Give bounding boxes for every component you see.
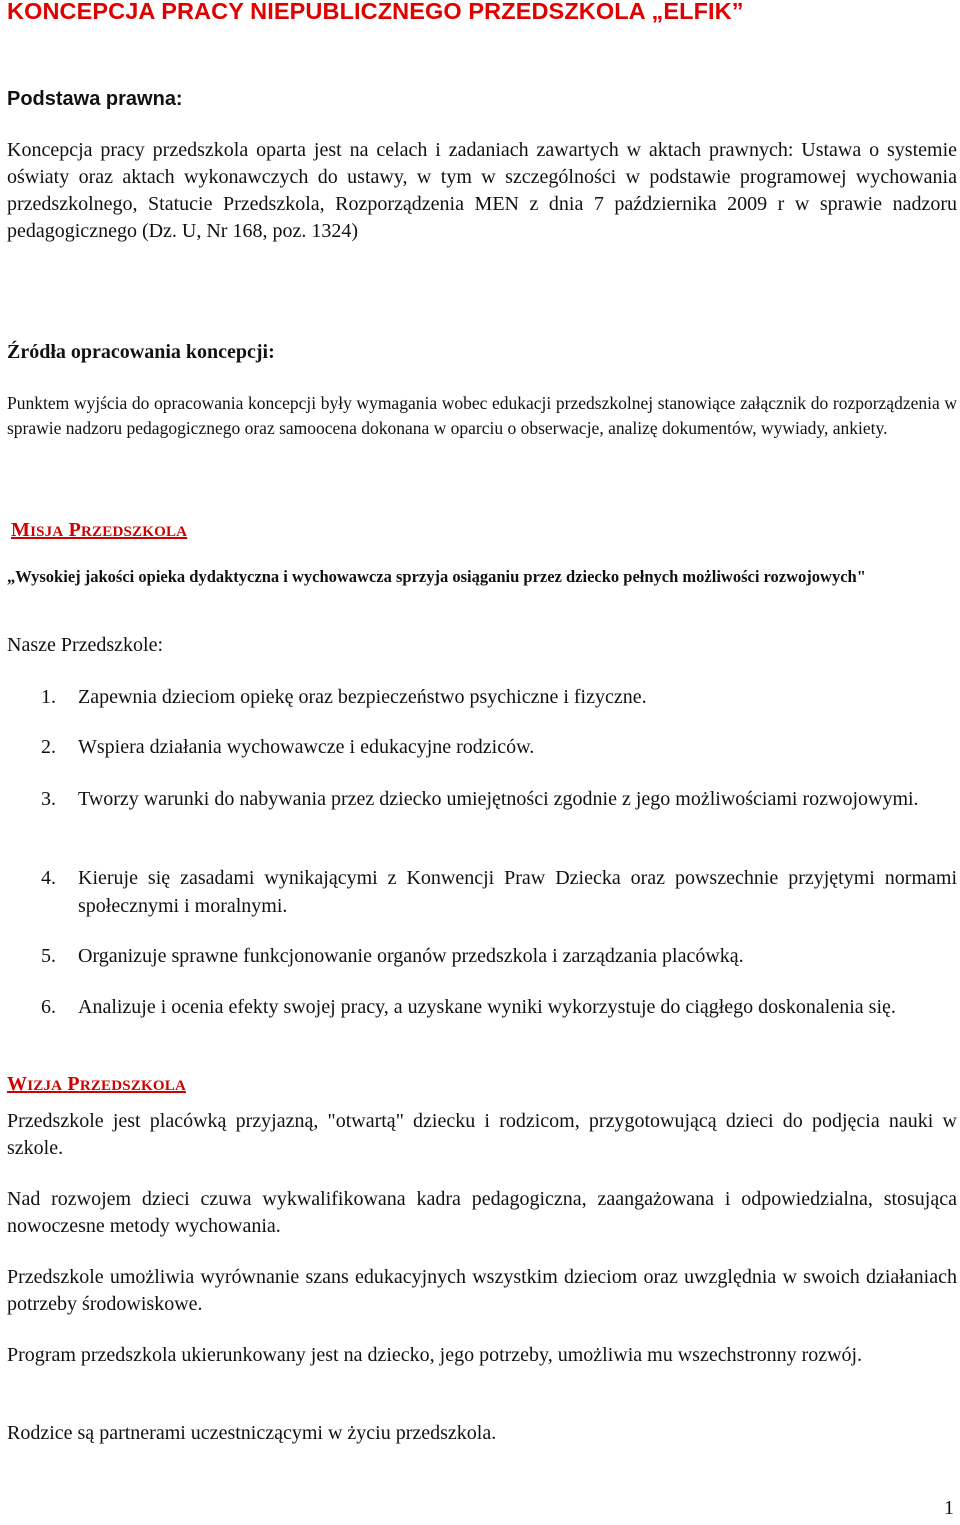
legal-basis-heading: Podstawa prawna: [7, 88, 183, 110]
list-item [7, 993, 957, 1021]
list-item [7, 864, 957, 920]
list-item-text: Wspiera działania wychowawcze i edukacyjne rodziców. [78, 736, 535, 758]
vision-heading [7, 1073, 186, 1096]
list-item-text: Kieruje się zasadami wynikającymi z Konwencji Praw Dziecka oraz powszechnie przyjętymi normami społecznymi i moralnymi. [78, 867, 957, 917]
list-item-text: Organizuje sprawne funkcjonowanie organów przedszkola i zarządzania placówką. [78, 945, 744, 967]
mission-heading-cap2: P [68, 519, 82, 541]
list-item [7, 733, 957, 761]
vision-paragraph: Nad rozwojem dzieci czuwa wykwalifikowana kadra pedagogiczna, zaangażowana i odpowiedzialna, stosująca nowoczesne metody wychowania. [7, 1188, 957, 1237]
mission-heading [11, 519, 187, 542]
list-item-text: Tworzy warunki do nabywania przez dziecko umiejętności zgodnie z jego możliwościami rozwojowymi. [78, 788, 919, 810]
sources-heading: Źródła opracowania koncepcji: [7, 341, 275, 363]
vision-heading-cap2: P [67, 1073, 80, 1095]
list-item [7, 683, 957, 711]
list-item-text: Analizuje i ocenia efekty swojej pracy, a uzyskane wyniki wykorzystuje do ciągłego doskonalenia się. [78, 996, 896, 1018]
legal-basis-text: Koncepcja pracy przedszkola oparta jest na celach i zadaniach zawartych w aktach prawnych: Ustawa o systemie oświaty oraz aktach wykonawczych do ustawy, w tym w szczególności w podstawie programowej wychowania przedszkolnego, Statucie Przedszkola, Rozporządzenia MEN z dnia 7 października 2009 r w sprawie nadzoru pedagogicznego (Dz. U, Nr 168, poz. 1324) [7, 139, 957, 242]
list-item [7, 942, 957, 970]
list-item-number: 2. [41, 736, 56, 758]
page-number: 1 [944, 1497, 954, 1519]
list-item-number: 4. [41, 867, 56, 889]
list-item-number: 5. [41, 945, 56, 967]
sources-text: Punktem wyjścia do opracowania koncepcji były wymagania wobec edukacji przedszkolnej stanowiące załącznik do rozporządzenia w sprawie nadzoru pedagogicznego oraz samoocena dokonana w oparciu o obserwacje, analizę dokumentów, wywiady, ankiety. [7, 393, 957, 438]
vision-paragraph: Program przedszkola ukierunkowany jest na dziecko, jego potrzeby, umożliwia mu wszechstronny rozwój. [7, 1344, 863, 1366]
list-item [7, 785, 957, 813]
list-item-number: 3. [41, 788, 56, 810]
mission-heading-rest1: ISJA [30, 524, 64, 540]
mission-intro: Nasze Przedszkole: [7, 634, 164, 656]
mission-motto: „Wysokiej jakości opieka dydaktyczna i wychowawcza sprzyja osiąganiu przez dziecko pełnych możliwości rozwojowych" [7, 567, 866, 586]
vision-heading-rest2: RZEDSZKOLA [79, 1078, 187, 1094]
vision-paragraph: Przedszkole umożliwia wyrównanie szans edukacyjnych wszystkim dzieciom oraz uwzględnia w swoich działaniach potrzeby środowiskowe. [7, 1266, 957, 1315]
list-item-text: Zapewnia dzieciom opiekę oraz bezpieczeństwo psychiczne i fizyczne. [78, 686, 647, 708]
mission-heading-cap1: M [11, 519, 31, 541]
list-item-number: 6. [41, 996, 56, 1018]
vision-heading-rest1: IZJA [27, 1078, 63, 1094]
vision-heading-cap1: W [7, 1073, 28, 1095]
mission-heading-rest2: RZEDSZKOLA [81, 524, 188, 540]
vision-paragraph: Przedszkole jest placówką przyjazną, "otwartą" dziecku i rodzicom, przygotowującą dzieci do podjęcia nauki w szkole. [7, 1110, 957, 1159]
document-title: KONCEPCJA PRACY NIEPUBLICZNEGO PRZEDSZKOLA „ELFIK” [7, 0, 744, 24]
list-item-number: 1. [41, 686, 56, 708]
vision-paragraph: Rodzice są partnerami uczestniczącymi w życiu przedszkola. [7, 1422, 497, 1444]
